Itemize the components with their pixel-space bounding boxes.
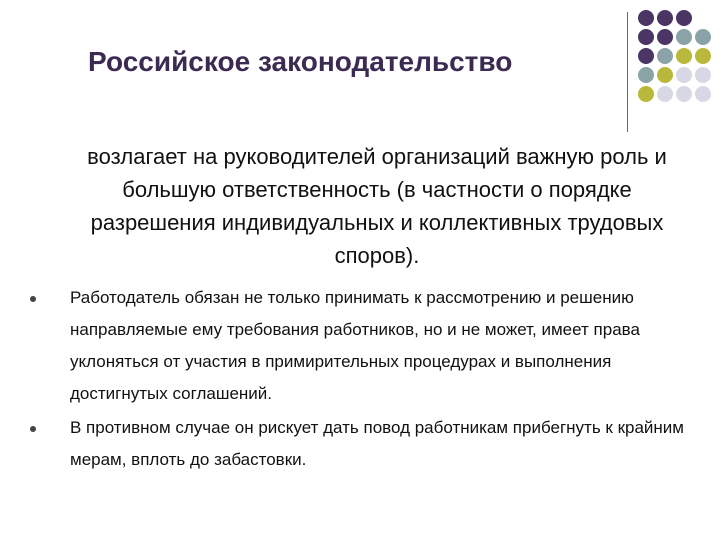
bullet-text: Работодатель обязан не только принимать к рассмотрению и решению направляемые ему требования работников, но и не может, имеет права уклоняться от участия в примирительных процедурах и выполнения достигнутых соглашений. (70, 288, 640, 403)
decor-dot (676, 10, 692, 26)
bullet-text: В противном случае он рискует дать повод работникам прибегнуть к крайним мерам, вплоть до забастовки. (70, 418, 684, 469)
decor-dot (695, 67, 711, 83)
decor-dot (657, 10, 673, 26)
decor-dot (657, 48, 673, 64)
title-divider-line (627, 12, 628, 132)
decor-dot (638, 86, 654, 102)
decor-dot (695, 29, 711, 45)
decor-dot (638, 48, 654, 64)
decor-dot (695, 86, 711, 102)
decor-dot (638, 10, 654, 26)
decor-dot (676, 67, 692, 83)
intro-paragraph: возлагает на руководителей организаций важную роль и большую ответственность (в частности о порядке разрешения индивидуальных и коллективных трудовых споров). (87, 144, 667, 268)
decor-dot (657, 29, 673, 45)
decor-dot (695, 48, 711, 64)
bullet-icon (30, 426, 36, 432)
decor-dot (657, 67, 673, 83)
slide-title: Российское законодательство (88, 46, 513, 77)
bullet-icon (30, 296, 36, 302)
decor-dot (657, 86, 673, 102)
bullet-item (30, 282, 690, 410)
decor-dot (638, 67, 654, 83)
decor-dot (638, 29, 654, 45)
decor-dot (676, 29, 692, 45)
decor-dot (676, 48, 692, 64)
decor-dot (676, 86, 692, 102)
bullet-item (30, 412, 690, 476)
